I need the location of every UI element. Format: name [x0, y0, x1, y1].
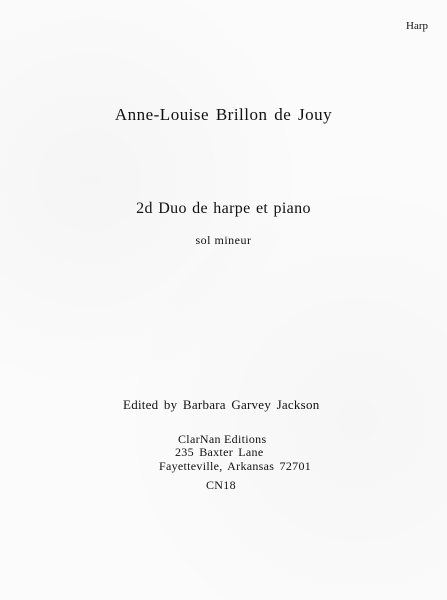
editor-credit: Edited by Barbara Garvey Jackson — [123, 397, 320, 412]
composer-name: Anne-Louise Brillon de Jouy — [114, 105, 333, 124]
work-title: 2d Duo de harpe et piano — [136, 200, 311, 217]
catalog-number: CN18 — [206, 478, 236, 492]
publisher-name: ClarNan Editions — [178, 432, 267, 446]
publisher-address-line-2: Fayetteville, Arkansas 72701 — [159, 459, 312, 473]
part-name: Harp — [406, 20, 428, 32]
publisher-address-line-1: 235 Baxter Lane — [175, 445, 264, 459]
key-signature: sol mineur — [195, 233, 252, 247]
